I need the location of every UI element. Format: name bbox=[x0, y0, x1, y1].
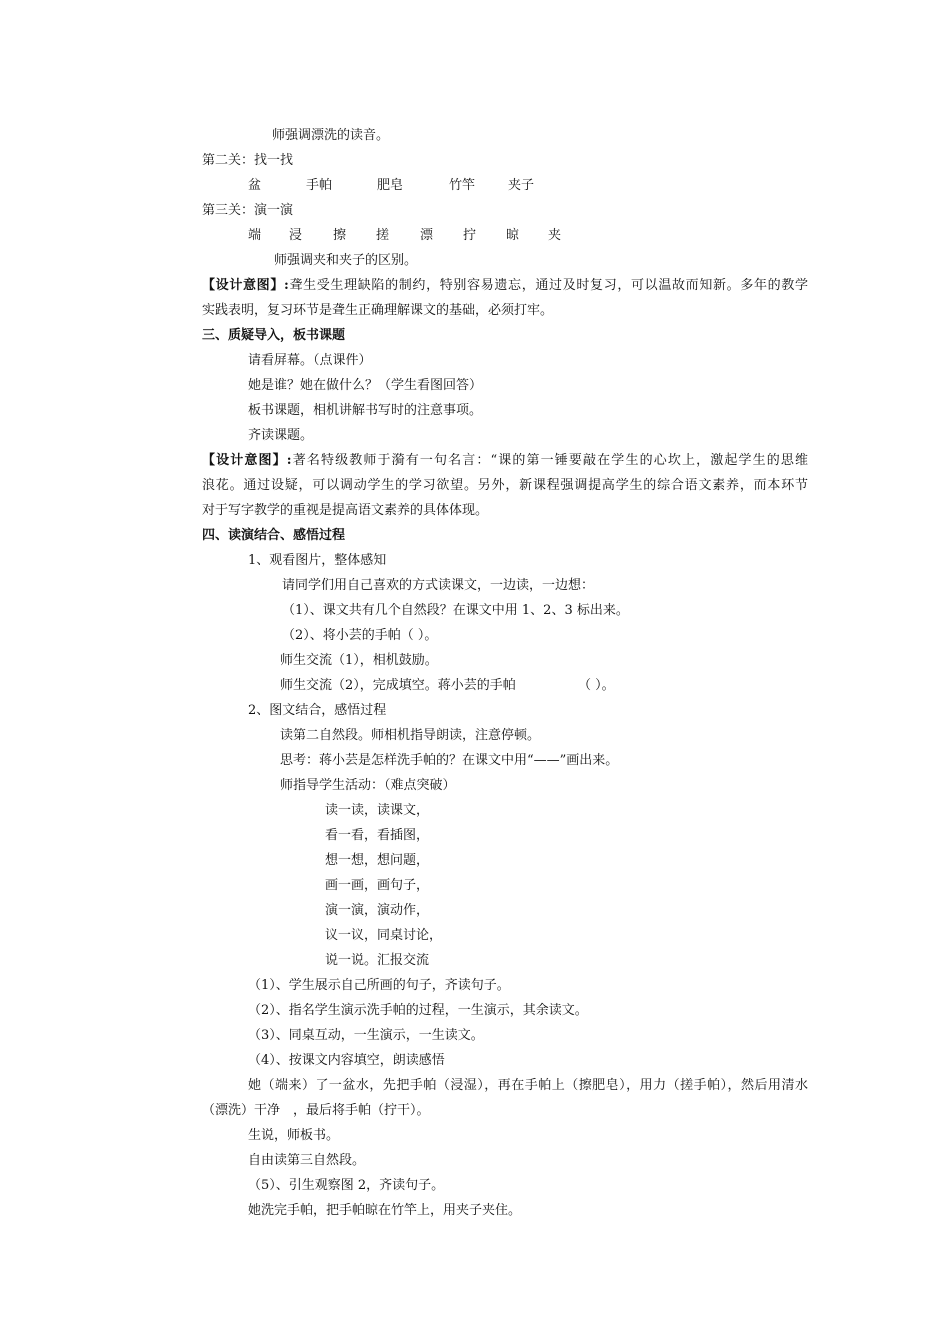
text-line: 对于写字教学的重视是提高语文素养的具体体现。 bbox=[202, 503, 489, 518]
word-item: 搓 bbox=[376, 228, 390, 243]
text-line: 她是谁？她在做什么？（学生看图回答） bbox=[248, 378, 483, 393]
word-item: 竹竿 bbox=[449, 178, 476, 193]
subsection-heading: 2、图文结合，感悟过程 bbox=[248, 703, 387, 718]
word-item: 夹 bbox=[548, 228, 562, 243]
text-line: （1）、课文共有几个自然段？在课文中用 1、2、3 标出来。 bbox=[282, 603, 629, 618]
activity-item: 读一读，读课文， bbox=[325, 803, 430, 818]
text-line: 师强调漂洗的读音。 bbox=[272, 128, 390, 143]
text-line: 齐读课题。 bbox=[248, 428, 314, 443]
text-line: 第二关：找一找 bbox=[202, 153, 294, 168]
text-line: 师生交流（1），相机鼓励。 bbox=[280, 653, 438, 668]
activity-item: 演一演，演动作， bbox=[325, 903, 430, 918]
text-line: 实践表明，复习环节是聋生正确理解课文的基础，必须打牢。 bbox=[202, 303, 554, 318]
text-line: 师指导学生活动：（难点突破） bbox=[280, 778, 456, 793]
text-line: 生说，师板书。 bbox=[248, 1128, 340, 1143]
text-line: （4）、按课文内容填空，朗读感悟 bbox=[248, 1053, 445, 1068]
section-heading: 四、读演结合、感悟过程 bbox=[202, 528, 346, 543]
word-item: 端 bbox=[248, 228, 262, 243]
activity-item: 看一看，看插图， bbox=[325, 828, 430, 843]
design-intent-label: 【设计意图】: bbox=[202, 453, 292, 468]
word-item: 浸 bbox=[289, 228, 303, 243]
text-line: 请看屏幕。（点课件） bbox=[248, 353, 372, 368]
activity-item: 画一画，画句子， bbox=[325, 878, 430, 893]
word-item: 漂 bbox=[420, 228, 434, 243]
text-line: （5）、引生观察图 2，齐读句子。 bbox=[248, 1178, 445, 1193]
activity-item: 议一议，同桌讨论， bbox=[325, 928, 443, 943]
design-intent-line: 【设计意图】:著名特级教师于漪有一句名言：“课的第一锤要敲在学生的心坎上，激起学生的思维 bbox=[202, 453, 808, 468]
activity-item: 想一想，想问题， bbox=[325, 853, 430, 868]
text-line: 思考：蒋小芸是怎样洗手帕的？在课文中用“——”画出来。 bbox=[280, 753, 619, 768]
text-line: 师强调夹和夹子的区别。 bbox=[274, 253, 418, 268]
word-item: 拧 bbox=[463, 228, 477, 243]
text-line: 师生交流（2），完成填空。蒋小芸的手帕 bbox=[280, 678, 516, 693]
text-line: 自由读第三自然段。 bbox=[248, 1153, 366, 1168]
word-item: 擦 bbox=[333, 228, 347, 243]
text-line: 读第二自然段。师相机指导朗读，注意停顿。 bbox=[280, 728, 541, 743]
text-line: 板书课题，相机讲解书写时的注意事项。 bbox=[248, 403, 483, 418]
activity-item: 说一说。汇报交流 bbox=[325, 953, 430, 968]
text-line: 她洗完手帕，把手帕晾在竹竿上，用夹子夹住。 bbox=[248, 1203, 522, 1218]
text-line: 浪花。通过设疑，可以调动学生的学习欲望。另外，新课程强调提高学生的综合语文素养，而本环节 bbox=[202, 478, 808, 493]
text-line: （3）、同桌互动，一生演示，一生读文。 bbox=[248, 1028, 484, 1043]
word-item: 晾 bbox=[506, 228, 520, 243]
text-line: （1）、学生展示自己所画的句子，齐读句子。 bbox=[248, 978, 510, 993]
word-item: 手帕 bbox=[306, 178, 333, 193]
design-intent-label: 【设计意图】: bbox=[202, 278, 289, 293]
text-line: （漂洗）干净 ，最后将手帕（拧干）。 bbox=[202, 1103, 430, 1118]
word-item: 盆 bbox=[248, 178, 262, 193]
fill-blank: （ ）。 bbox=[578, 678, 615, 693]
design-intent-line: 【设计意图】:聋生受生理缺陷的制约，特别容易遗忘，通过及时复习，可以温故而知新。多年的教学 bbox=[202, 278, 808, 293]
text-line: （2）、指名学生演示洗手帕的过程，一生演示，其余读文。 bbox=[248, 1003, 588, 1018]
word-item: 夹子 bbox=[508, 178, 535, 193]
word-item: 肥皂 bbox=[377, 178, 404, 193]
text-line: （2）、将小芸的手帕（ ）。 bbox=[282, 628, 438, 643]
subsection-heading: 1、观看图片，整体感知 bbox=[248, 553, 387, 568]
text-line: 她（端来）了一盆水，先把手帕（浸湿），再在手帕上（擦肥皂），用力（搓手帕），然后用清水 bbox=[248, 1078, 808, 1093]
text-line: 第三关：演一演 bbox=[202, 203, 294, 218]
text-line: 请同学们用自己喜欢的方式读课文，一边读，一边想： bbox=[282, 578, 595, 593]
section-heading: 三、质疑导入，板书课题 bbox=[202, 328, 346, 343]
